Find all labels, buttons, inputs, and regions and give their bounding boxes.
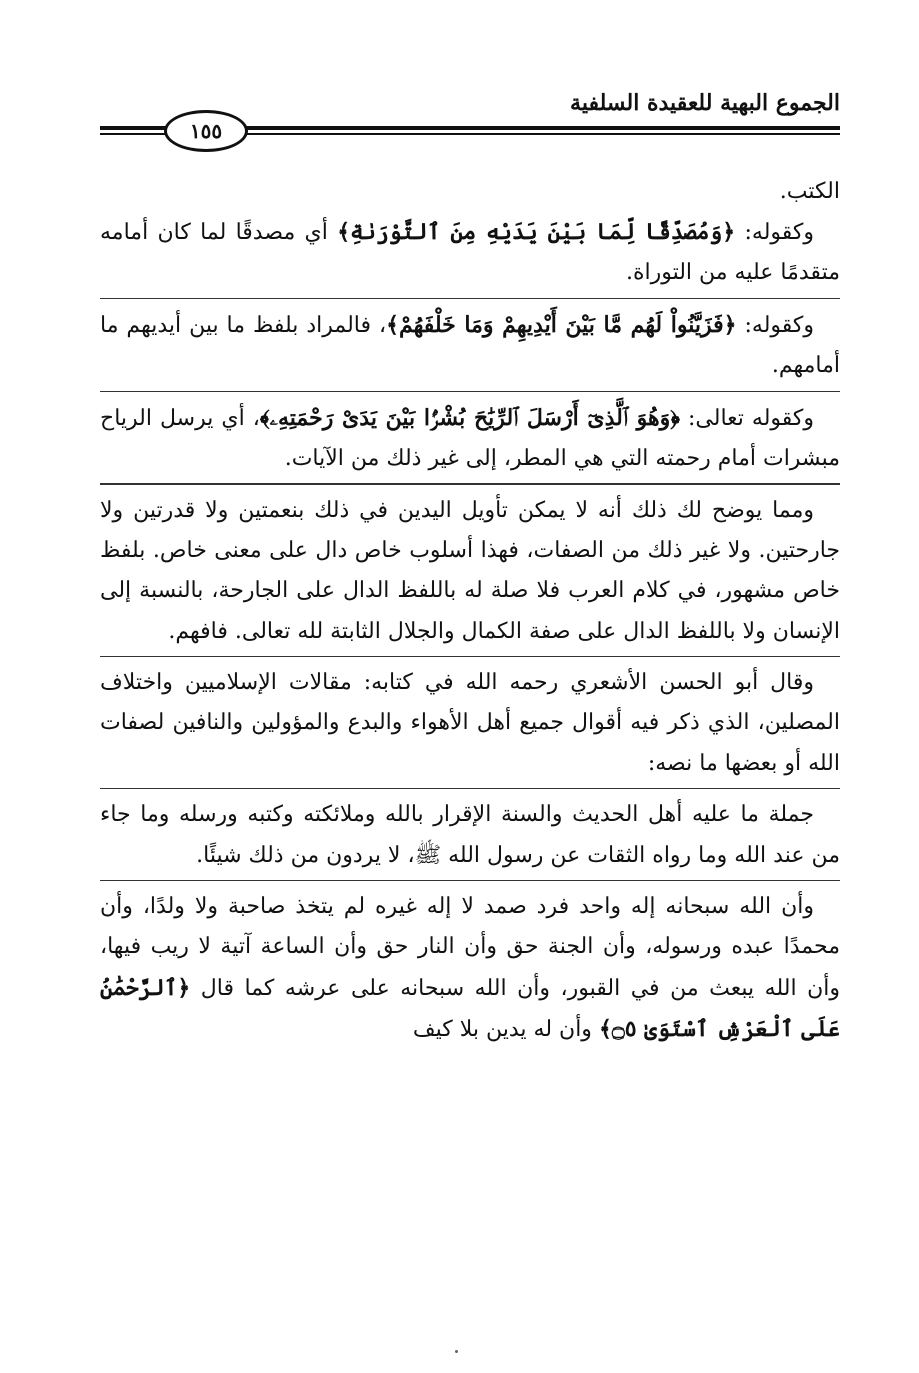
paragraph-5: [100, 491, 840, 652]
paragraph-separator: [100, 880, 840, 882]
paragraph-text: ، فالمراد بلفظ ما بين أيديهم ما أمامهم.: [100, 313, 840, 379]
paragraph-separator: [100, 298, 840, 300]
paragraph-4: [100, 398, 840, 479]
page-number: ١٥٥: [164, 110, 248, 152]
paragraph-7: [100, 795, 840, 875]
paragraph-text: وكقوله تعالى:: [679, 406, 815, 432]
footer-mark: [455, 1350, 458, 1353]
paragraph-text: ، أي يرسل الرياح مبشرات أمام رحمته التي هي المطر، إلى غير ذلك من الآيات.: [100, 406, 840, 472]
book-title: الجموع البهية للعقيدة السلفية: [570, 90, 840, 116]
page-body: [100, 172, 840, 1050]
paragraph-text: وكقوله:: [736, 313, 814, 339]
paragraph-text: وكقوله:: [735, 220, 815, 246]
paragraph-text: وأن له يدين بلا كيف: [412, 1016, 599, 1042]
paragraph-8: [100, 887, 840, 1050]
book-page: [100, 88, 840, 1348]
paragraph-text: جملة ما عليه أهل الحديث والسنة الإقرار بالله وملائكته وكتبه ورسله وما جاء من عند الله وما رواه الثقات عن رسول الله ﷺ، لا يردون من ذلك شيئًا.: [100, 802, 840, 868]
quran-verse: ﴿ٱلرَّحْمَٰنُ عَلَى ٱلْعَرْشِ ٱسْتَوَىٰ ۝٥﴾: [100, 974, 840, 1042]
page-header: [100, 88, 840, 150]
paragraph-separator: [100, 656, 840, 658]
paragraph-text: أي مصدقًا لما كان أمامه متقدمًا عليه من التوراة.: [100, 220, 840, 286]
paragraph-text: ومما يوضح لك ذلك أنه لا يمكن تأويل اليدين في ذلك بنعمتين ولا قدرتين ولا جارحتين. ولا غير ذلك من الصفات، فهذا أسلوب خاص دال على معنى خاص. بلفظ خاص مشهور، في كلام العرب فلا صلة له باللفظ الدال على الجارحة، بالنسبة إلى الإنسان ولا باللفظ الدال على صفة الكمال والجلال الثابتة لله تعالى. فافهم.: [100, 497, 840, 644]
quran-verse: ﴿فَزَيَّنُواْ لَهُم مَّا بَيْنَ أَيْدِيهِمْ وَمَا خَلْفَهُمْ﴾: [386, 312, 737, 339]
paragraph-text: وقال أبو الحسن الأشعري رحمه الله في كتابه: مقالات الإسلاميين واختلاف المصلين، الذي ذكر فيه أقوال جميع أهل الأهواء والبدع والمؤولين والنافين لصفات الله أو بعضها ما نصه:: [100, 670, 840, 776]
paragraph-separator: [100, 788, 840, 790]
paragraph-2: [100, 212, 840, 293]
paragraph-3: [100, 305, 840, 386]
quran-verse: ﴿وَمُصَدِّقًا لِّمَا بَيْنَ يَدَيْهِ مِنَ ٱلتَّوْرَىٰةِ﴾: [337, 219, 736, 246]
paragraph-text: وأن الله سبحانه إله واحد فرد صمد لا إله غيره لم يتخذ صاحبة ولا ولدًا، وأن محمدًا عبده ورسوله، وأن الجنة حق وأن النار حق وأن الساعة آتية لا ريب فيها، وأن الله يبعث من في القبور، وأن الله سبحانه على عرشه كما قال: [100, 894, 840, 1001]
quran-verse: ﴿وَهُوَ ٱلَّذِىٓ أَرْسَلَ ٱلرِّيَٰحَ بُشْرًۢا بَيْنَ يَدَىْ رَحْمَتِهِۦ﴾: [259, 405, 680, 432]
paragraph-separator: [100, 391, 840, 393]
paragraph-6: [100, 663, 840, 784]
paragraph-1: [100, 172, 840, 212]
paragraph-text: الكتب.: [779, 179, 840, 204]
paragraph-separator: [100, 483, 840, 485]
